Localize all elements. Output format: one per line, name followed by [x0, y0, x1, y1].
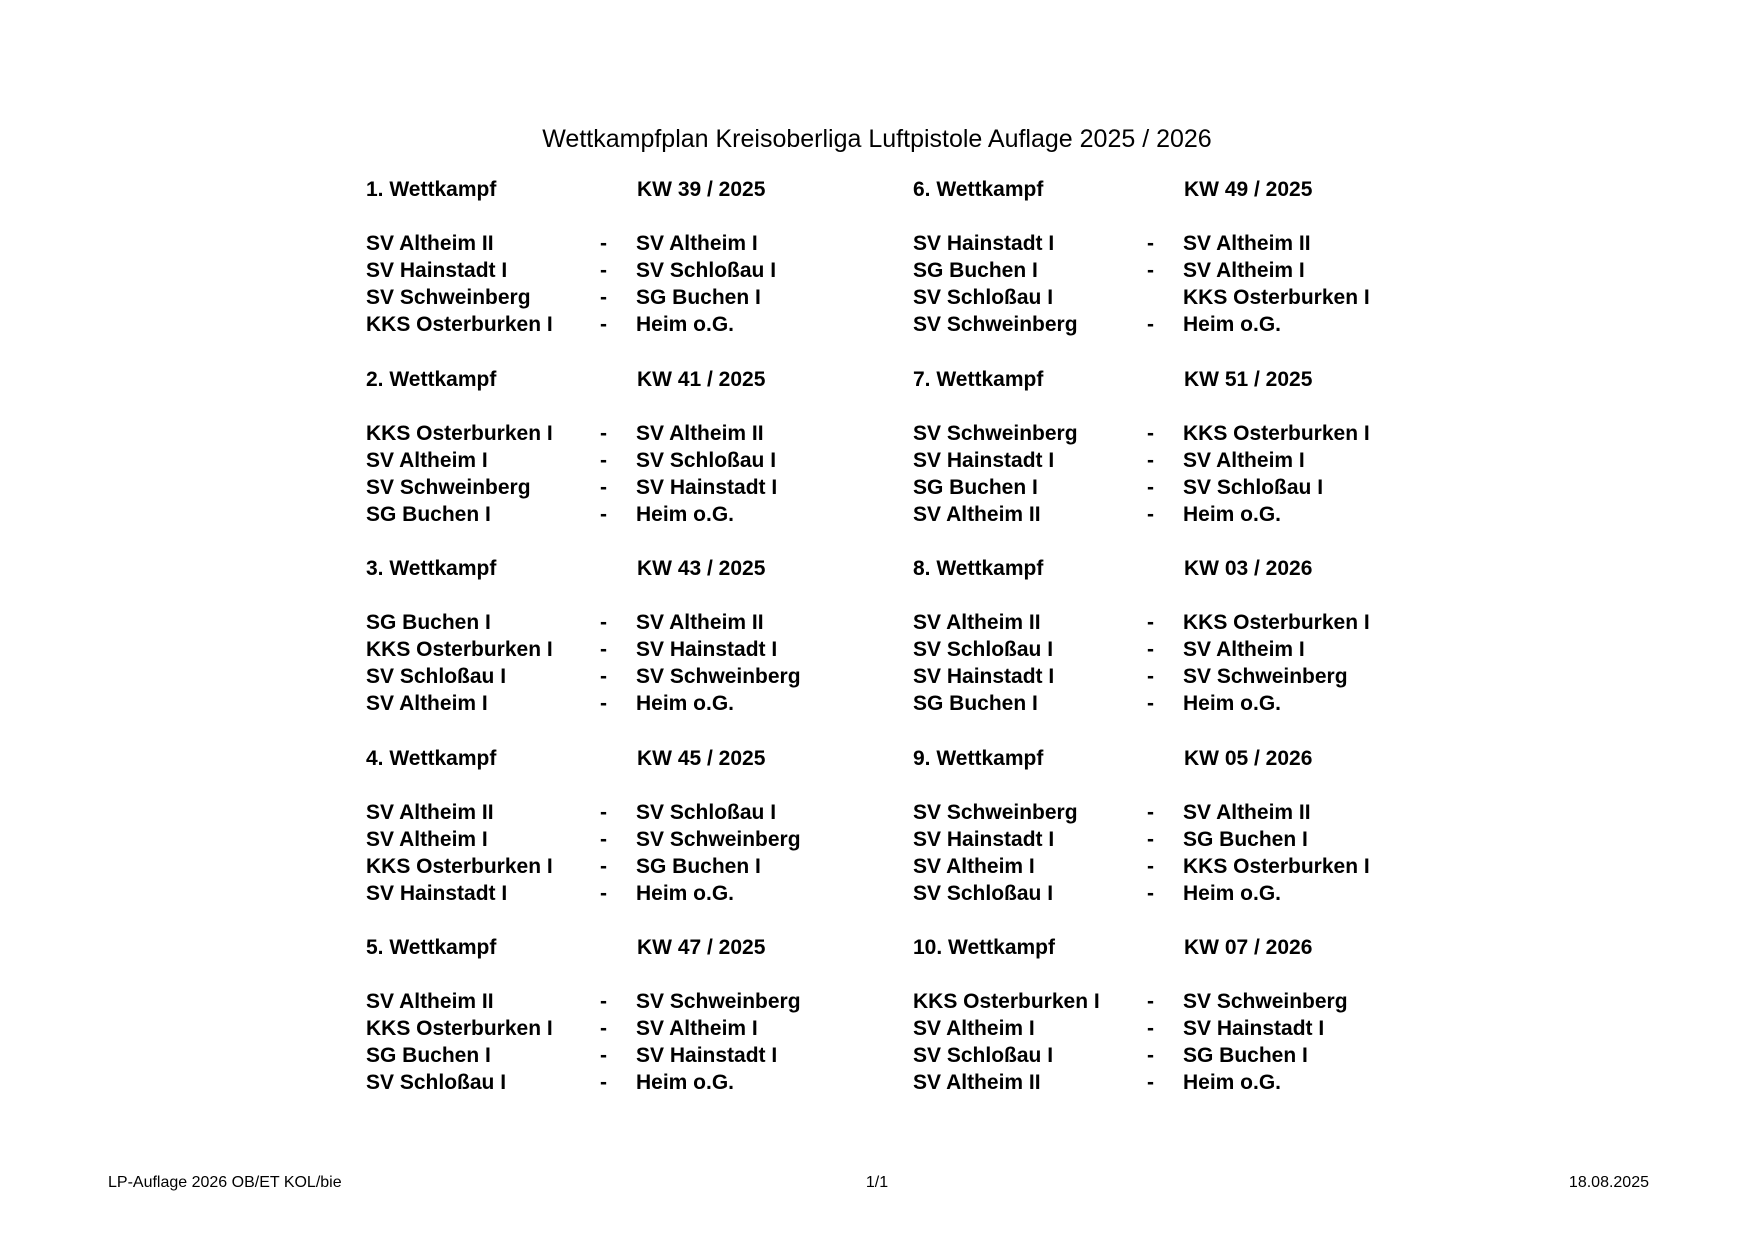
match-list [366, 609, 913, 717]
away-team: SG Buchen I [636, 286, 761, 309]
match-row [913, 284, 1460, 311]
home-team: SG Buchen I [366, 1044, 491, 1067]
match-row [366, 853, 913, 880]
away-team: Heim o.G. [636, 1071, 735, 1094]
match-separator: - [1147, 665, 1154, 688]
match-separator: - [600, 665, 607, 688]
match-row [366, 230, 913, 257]
home-team: SV Altheim II [913, 611, 1041, 634]
away-team: SV Altheim I [1183, 448, 1305, 472]
away-team: SG Buchen I [636, 854, 761, 878]
home-team: SV Schloßau I [913, 638, 1054, 661]
match-separator: - [1147, 881, 1154, 905]
home-team: SV Hainstadt I [913, 827, 1055, 851]
match-row [913, 988, 1460, 1015]
away-team: KKS Osterburken I [1183, 854, 1370, 878]
match-list [366, 420, 913, 528]
away-team: SV Schweinberg [636, 990, 801, 1013]
match-row [366, 826, 913, 853]
home-team: SV Altheim I [913, 854, 1035, 878]
round-name: 1. Wettkampf [366, 178, 497, 201]
round-header [366, 366, 913, 393]
away-team: SV Altheim II [1183, 232, 1311, 255]
match-row [913, 501, 1460, 528]
away-team: SV Schweinberg [1183, 990, 1348, 1013]
match-separator: - [1147, 259, 1154, 282]
home-team: KKS Osterburken I [366, 854, 553, 878]
round-block [366, 745, 913, 935]
home-team: SV Altheim II [913, 502, 1041, 526]
match-separator: - [1147, 692, 1154, 715]
home-team: SV Hainstadt I [913, 448, 1055, 472]
match-row [366, 420, 913, 447]
away-team: SV Altheim I [1183, 638, 1305, 661]
match-separator: - [1147, 827, 1154, 851]
match-row [913, 690, 1460, 717]
match-separator: - [600, 881, 607, 905]
match-separator: - [1147, 611, 1154, 634]
away-team: SV Altheim II [636, 421, 764, 445]
round-block [366, 366, 913, 556]
round-name: 8. Wettkampf [913, 557, 1044, 580]
match-separator: - [1147, 475, 1154, 499]
round-header [913, 934, 1460, 961]
match-row [913, 230, 1460, 257]
home-team: SV Altheim II [913, 1071, 1041, 1094]
away-team: SV Schloßau I [636, 448, 777, 472]
round-name: 10. Wettkampf [913, 936, 1055, 959]
away-team: SV Altheim II [1183, 800, 1311, 824]
away-team: SV Hainstadt I [1183, 1017, 1325, 1040]
home-team: SV Schloßau I [366, 665, 507, 688]
home-team: SV Altheim II [366, 800, 494, 824]
away-team: SG Buchen I [1183, 1044, 1308, 1067]
home-team: SV Altheim II [366, 232, 494, 255]
round-week: KW 05 / 2026 [1184, 746, 1313, 770]
match-row [366, 880, 913, 907]
match-separator: - [1147, 990, 1154, 1013]
away-team: SV Altheim I [1183, 259, 1305, 282]
away-team: Heim o.G. [636, 502, 735, 526]
match-list [366, 988, 913, 1096]
match-separator: - [600, 313, 607, 336]
round-header [913, 366, 1460, 393]
page-title: Wettkampfplan Kreisoberliga Luftpistole Auflage 2025 / 2026 [542, 125, 1212, 153]
match-row [913, 799, 1460, 826]
round-week: KW 07 / 2026 [1184, 936, 1313, 959]
home-team: SV Schweinberg [366, 286, 531, 309]
home-team: SV Schweinberg [913, 421, 1078, 445]
match-separator: - [1147, 502, 1154, 526]
round-name: 9. Wettkampf [913, 746, 1044, 770]
round-week: KW 43 / 2025 [637, 557, 766, 580]
round-name: 4. Wettkampf [366, 746, 497, 770]
match-row [366, 311, 913, 338]
home-team: SV Hainstadt I [366, 259, 508, 282]
away-team: SV Hainstadt I [636, 1044, 778, 1067]
round-block [366, 934, 913, 1124]
home-team: SV Schweinberg [913, 800, 1078, 824]
match-separator: - [600, 286, 607, 309]
match-row [913, 880, 1460, 907]
match-row [913, 447, 1460, 474]
home-team: SV Schweinberg [366, 475, 531, 499]
away-team: Heim o.G. [1183, 313, 1282, 336]
match-separator: - [1147, 854, 1154, 878]
away-team: SV Hainstadt I [636, 638, 778, 661]
match-row [366, 609, 913, 636]
away-team: SV Hainstadt I [636, 475, 778, 499]
round-name: 5. Wettkampf [366, 936, 497, 959]
home-team: KKS Osterburken I [913, 990, 1100, 1013]
match-row [913, 257, 1460, 284]
round-block [913, 555, 1460, 745]
home-team: SG Buchen I [913, 692, 1038, 715]
round-week: KW 41 / 2025 [637, 367, 766, 391]
round-week: KW 39 / 2025 [637, 178, 766, 201]
round-block [913, 934, 1460, 1124]
match-separator: - [600, 638, 607, 661]
match-separator: - [600, 692, 607, 715]
away-team: Heim o.G. [636, 313, 735, 336]
home-team: SV Schweinberg [913, 313, 1078, 336]
match-row [366, 799, 913, 826]
round-name: 3. Wettkampf [366, 557, 497, 580]
round-header [913, 555, 1460, 582]
match-row [913, 420, 1460, 447]
match-row [366, 636, 913, 663]
match-separator: - [600, 800, 607, 824]
match-row [366, 690, 913, 717]
match-row [366, 447, 913, 474]
home-team: SV Altheim I [366, 827, 488, 851]
match-separator: - [600, 259, 607, 282]
match-row [366, 257, 913, 284]
match-row [913, 1015, 1460, 1042]
match-row [913, 311, 1460, 338]
match-list [366, 230, 913, 338]
match-separator: - [1147, 1044, 1154, 1067]
rounds-grid [366, 176, 1466, 1124]
away-team: SV Schloßau I [1183, 475, 1324, 499]
match-row [366, 1015, 913, 1042]
match-separator: - [600, 502, 607, 526]
home-team: SG Buchen I [366, 611, 491, 634]
round-week: KW 45 / 2025 [637, 746, 766, 770]
match-list [913, 799, 1460, 907]
round-week: KW 49 / 2025 [1184, 178, 1313, 201]
match-separator: - [1147, 421, 1154, 445]
match-separator: - [600, 1017, 607, 1040]
round-week: KW 47 / 2025 [637, 936, 766, 959]
home-team: KKS Osterburken I [366, 638, 553, 661]
round-header [913, 745, 1460, 772]
footer-page-number: 1/1 [865, 1174, 889, 1191]
home-team: KKS Osterburken I [366, 1017, 553, 1040]
round-name: 7. Wettkampf [913, 367, 1044, 391]
match-row [366, 1042, 913, 1069]
round-header [913, 176, 1460, 203]
away-team: Heim o.G. [1183, 1071, 1282, 1094]
round-week: KW 51 / 2025 [1184, 367, 1313, 391]
home-team: SV Hainstadt I [366, 881, 508, 905]
home-team: SV Altheim I [366, 448, 488, 472]
footer-date: 18.08.2025 [1568, 1174, 1649, 1191]
away-team: SV Schweinberg [636, 665, 801, 688]
away-team: SV Schloßau I [636, 800, 777, 824]
home-team: SG Buchen I [366, 502, 491, 526]
home-team: SG Buchen I [913, 475, 1038, 499]
match-row [913, 826, 1460, 853]
home-team: SV Altheim I [366, 692, 488, 715]
match-separator: - [600, 854, 607, 878]
home-team: KKS Osterburken I [366, 421, 553, 445]
home-team: SV Altheim II [366, 990, 494, 1013]
home-team: SV Schloßau I [913, 1044, 1054, 1067]
away-team: SV Schweinberg [636, 827, 801, 851]
match-list [913, 988, 1460, 1096]
home-team: SV Hainstadt I [913, 232, 1055, 255]
match-separator: - [1147, 232, 1154, 255]
match-separator: - [1147, 313, 1154, 336]
round-week: KW 03 / 2026 [1184, 557, 1313, 580]
round-name: 2. Wettkampf [366, 367, 497, 391]
home-team: SV Schloßau I [366, 1071, 507, 1094]
round-header [366, 176, 913, 203]
away-team: SV Altheim I [636, 1017, 758, 1040]
match-separator: - [1147, 448, 1154, 472]
home-team: KKS Osterburken I [366, 313, 553, 336]
match-row [366, 988, 913, 1015]
match-separator: - [1147, 638, 1154, 661]
match-separator: - [1147, 1017, 1154, 1040]
match-list [366, 799, 913, 907]
round-block [913, 745, 1460, 935]
match-row [366, 1069, 913, 1096]
away-team: KKS Osterburken I [1183, 611, 1370, 634]
round-header [366, 555, 913, 582]
match-separator: - [600, 448, 607, 472]
match-row [366, 474, 913, 501]
match-row [913, 1069, 1460, 1096]
away-team: Heim o.G. [1183, 881, 1282, 905]
away-team: Heim o.G. [1183, 692, 1282, 715]
match-separator: - [600, 827, 607, 851]
round-header [366, 745, 913, 772]
round-name: 6. Wettkampf [913, 178, 1044, 201]
round-header [366, 934, 913, 961]
match-separator: - [600, 232, 607, 255]
match-row [366, 501, 913, 528]
away-team: Heim o.G. [636, 881, 735, 905]
match-separator: - [1147, 1071, 1154, 1094]
away-team: Heim o.G. [636, 692, 735, 715]
home-team: SV Hainstadt I [913, 665, 1055, 688]
away-team: KKS Osterburken I [1183, 421, 1370, 445]
match-separator: - [600, 1071, 607, 1094]
match-row [913, 853, 1460, 880]
round-block [366, 176, 913, 366]
match-row [913, 636, 1460, 663]
match-row [913, 474, 1460, 501]
match-row [913, 609, 1460, 636]
match-separator: - [600, 421, 607, 445]
home-team: SV Altheim I [913, 1017, 1035, 1040]
match-list [913, 420, 1460, 528]
match-row [366, 284, 913, 311]
match-row [913, 663, 1460, 690]
round-block [913, 366, 1460, 556]
away-team: SV Altheim I [636, 232, 758, 255]
away-team: SV Schloßau I [636, 259, 777, 282]
away-team: SV Altheim II [636, 611, 764, 634]
match-separator: - [600, 611, 607, 634]
match-list [913, 609, 1460, 717]
match-separator: - [600, 990, 607, 1013]
match-separator: - [1147, 800, 1154, 824]
home-team: SV Schloßau I [913, 881, 1054, 905]
round-block [366, 555, 913, 745]
away-team: SG Buchen I [1183, 827, 1308, 851]
match-separator: - [600, 475, 607, 499]
away-team: KKS Osterburken I [1183, 286, 1370, 309]
match-row [913, 1042, 1460, 1069]
home-team: SG Buchen I [913, 259, 1038, 282]
round-block [913, 176, 1460, 366]
home-team: SV Schloßau I [913, 286, 1054, 309]
away-team: Heim o.G. [1183, 502, 1282, 526]
match-separator: - [600, 1044, 607, 1067]
away-team: SV Schweinberg [1183, 665, 1348, 688]
footer-document-id: LP-Auflage 2026 OB/ET KOL/bie [108, 1174, 342, 1191]
match-row [366, 663, 913, 690]
match-list [913, 230, 1460, 338]
